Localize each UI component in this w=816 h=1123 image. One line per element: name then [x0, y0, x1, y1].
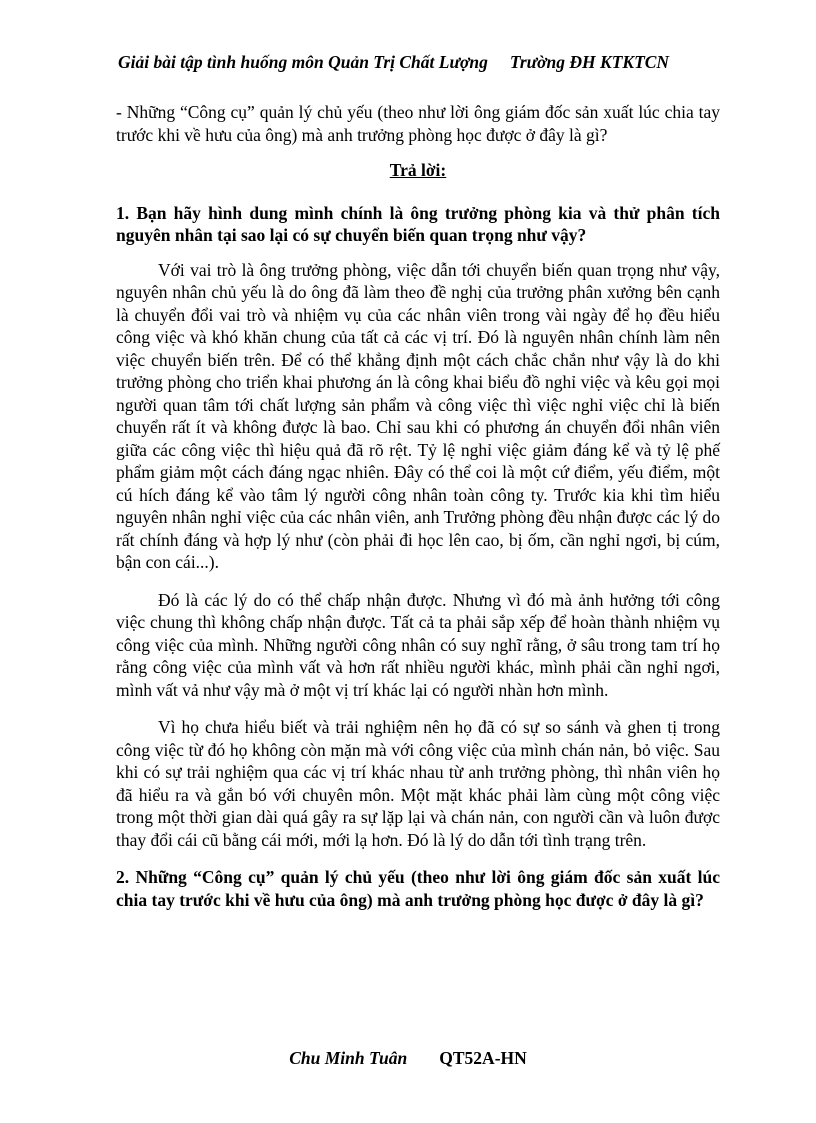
header-course-title: Giải bài tập tình huống môn Quản Trị Chất Lượng [118, 52, 488, 72]
answer-paragraph-1: Với vai trò là ông trưởng phòng, việc dẫn tới chuyển biến quan trọng như vậy, nguyên nhân chủ yếu là do ông đã làm theo đề nghị của trưởng phân xưởng bên cạnh là chuyển đổi vai trò và nhiệm vụ của các nhân viên trong vài ngày để họ đều hiểu công việc và khó khăn chung của tất cả các vị trí. Đó là nguyên nhân chính làm nên việc chuyển biến trên. Để có thể khẳng định một cách chắc chắn như vậy là do khi trưởng phòng cho triển khai phương án là công khai biểu đồ nghỉ việc và kêu gọi mọi người quan tâm tới chất lượng sản phẩm và công việc thì việc nghỉ việc chỉ là biến chuyển rất ít và không được là bao. Chỉ sau khi có phương án chuyển đổi nhân viên giữa các công việc thì hiệu quả đã rõ rệt. Tỷ lệ nghỉ việc giảm đáng kể và tỷ lệ phế phẩm giảm một cách đáng ngạc nhiên. Đây có thể coi là một cứ điểm, yếu điểm, một cú hích đáng kể vào tâm lý người công nhân toàn công ty. Trước kia khi tìm hiểu nguyên nhân nghỉ việc của các nhân viên, anh Trưởng phòng đều nhận được các lý do rất chính đáng và hợp lý như (còn phải đi học lên cao, bị ốm, cần nghỉ ngơi, bị cúm, bận con cái...). [116, 259, 720, 572]
answer-heading: Trả lời: [389, 160, 447, 180]
question-1: 1. Bạn hãy hình dung mình chính là ông trưởng phòng kia và thử phân tích nguyên nhân tại sao lại có sự chuyển biến quan trọng như vậy? [116, 202, 720, 245]
answer-paragraph-3: Vì họ chưa hiểu biết và trải nghiệm nên họ đã có sự so sánh và ghen tị trong công việc từ đó họ không còn mặn mà với công việc của mình chán nản, bỏ việc. Sau khi có sự trải nghiệm qua các vị trí khác nhau từ anh trưởng phòng, thì nhân viên họ đã hiểu ra và gắn bó với chuyên môn. Một mặt khác phải làm cùng một công việc trong một thời gian dài quá gây ra sự lặp lại và chán nản, con người cần và luôn được thay đổi cái cũ bằng cái mới, mới lạ hơn. Đó là lý do dẫn tới tình trạng trên. [116, 717, 720, 850]
answer-paragraph-2: Đó là các lý do có thể chấp nhận được. Nhưng vì đó mà ảnh hưởng tới công việc chung thì không chấp nhận được. Tất cả ta phải sắp xếp để hoàn thành nhiệm vụ công việc của mình. Những người công nhân có suy nghĩ rằng, ở sâu trong tam trí họ rằng công việc của mình vất và hơn rất nhiều người khác, mình phải cần nghỉ ngơi, mình vất vả như vậy mà ở một vị trí khác lại có người nhàn hơn mình. [116, 589, 720, 700]
page-footer [0, 1048, 816, 1069]
footer-class-code: QT52A-HN [439, 1048, 527, 1068]
page-header [118, 52, 718, 73]
footer-author: Chu Minh Tuân [289, 1048, 408, 1068]
document-body [116, 101, 720, 911]
question-2: 2. Những “Công cụ” quản lý chủ yếu (theo như lời ông giám đốc sản xuất lúc chia tay trước khi về hưu của ông) mà anh trưởng phòng học được ở đây là gì? [116, 867, 720, 910]
header-school-name: Trường ĐH KTKTCN [509, 52, 670, 72]
intro-question: - Những “Công cụ” quản lý chủ yếu (theo như lời ông giám đốc sản xuất lúc chia tay trước khi về hưu của ông) mà anh trưởng phòng học được ở đây là gì? [116, 102, 720, 145]
